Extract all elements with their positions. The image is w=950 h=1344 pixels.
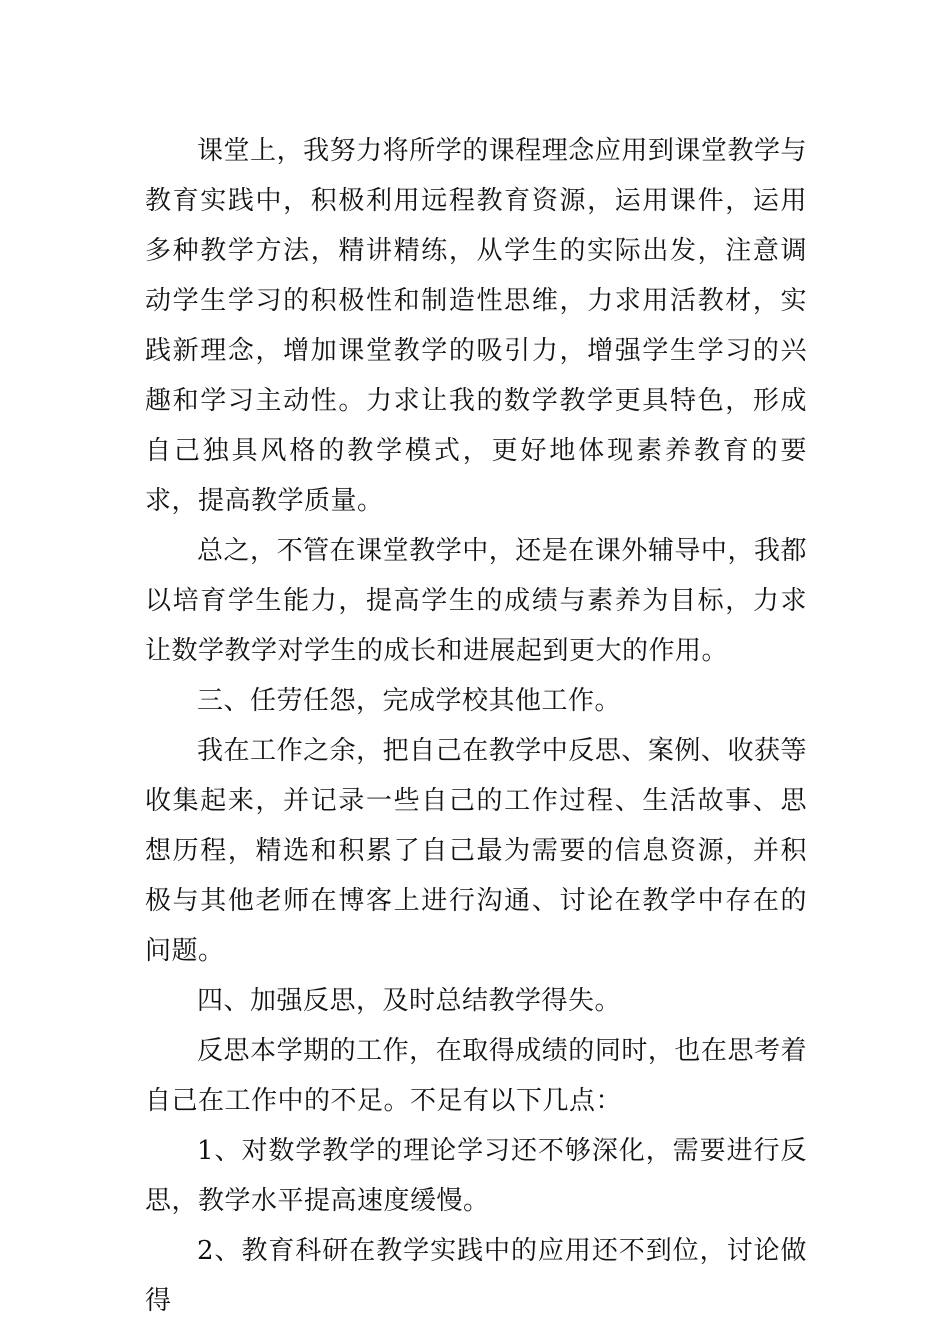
heading-section-three: 三、任劳任怨，完成学校其他工作。 [197, 686, 622, 716]
list-item-shortcoming-1: 1、对数学教学的理论学习还不够深化，需要进行反思，教学水平提高速度缓慢。 [145, 1136, 807, 1216]
paragraph-extra-work: 我在工作之余，把自己在教学中反思、案例、收获等收集起来，并记录一些自己的工作过程、生活故事、思想历程，精选和积累了自己最为需要的信息资源，并积极与其他老师在博客上进行沟通、讨论在教学中存在的问题。 [145, 736, 807, 966]
paragraph-reflection: 反思本学期的工作，在取得成绩的同时，也在思考着自己在工作中的不足。不足有以下几点： [145, 1036, 807, 1116]
paragraph-summary: 总之，不管在课堂教学中，还是在课外辅导中，我都以培育学生能力，提高学生的成绩与素养为目标，力求让数学教学对学生的成长和进展起到更大的作用。 [145, 536, 807, 666]
paragraph-classroom-teaching: 课堂上，我努力将所学的课程理念应用到课堂教学与教育实践中，积极利用远程教育资源，运用课件，运用多种教学方法，精讲精练，从学生的实际出发，注意调动学生学习的积极性和制造性思维，力求用活教材，实践新理念，增加课堂教学的吸引力，增强学生学习的兴趣和学习主动性。力求让我的数学教学更具特色，形成自己独具风格的教学模式，更好地体现素养教育的要求，提高教学质量。 [145, 136, 807, 516]
heading-section-four: 四、加强反思，及时总结教学得失。 [197, 986, 622, 1016]
document-page [145, 126, 807, 1326]
list-item-shortcoming-2: 2、教育科研在教学实践中的应用还不到位，讨论做得 [145, 1236, 807, 1316]
